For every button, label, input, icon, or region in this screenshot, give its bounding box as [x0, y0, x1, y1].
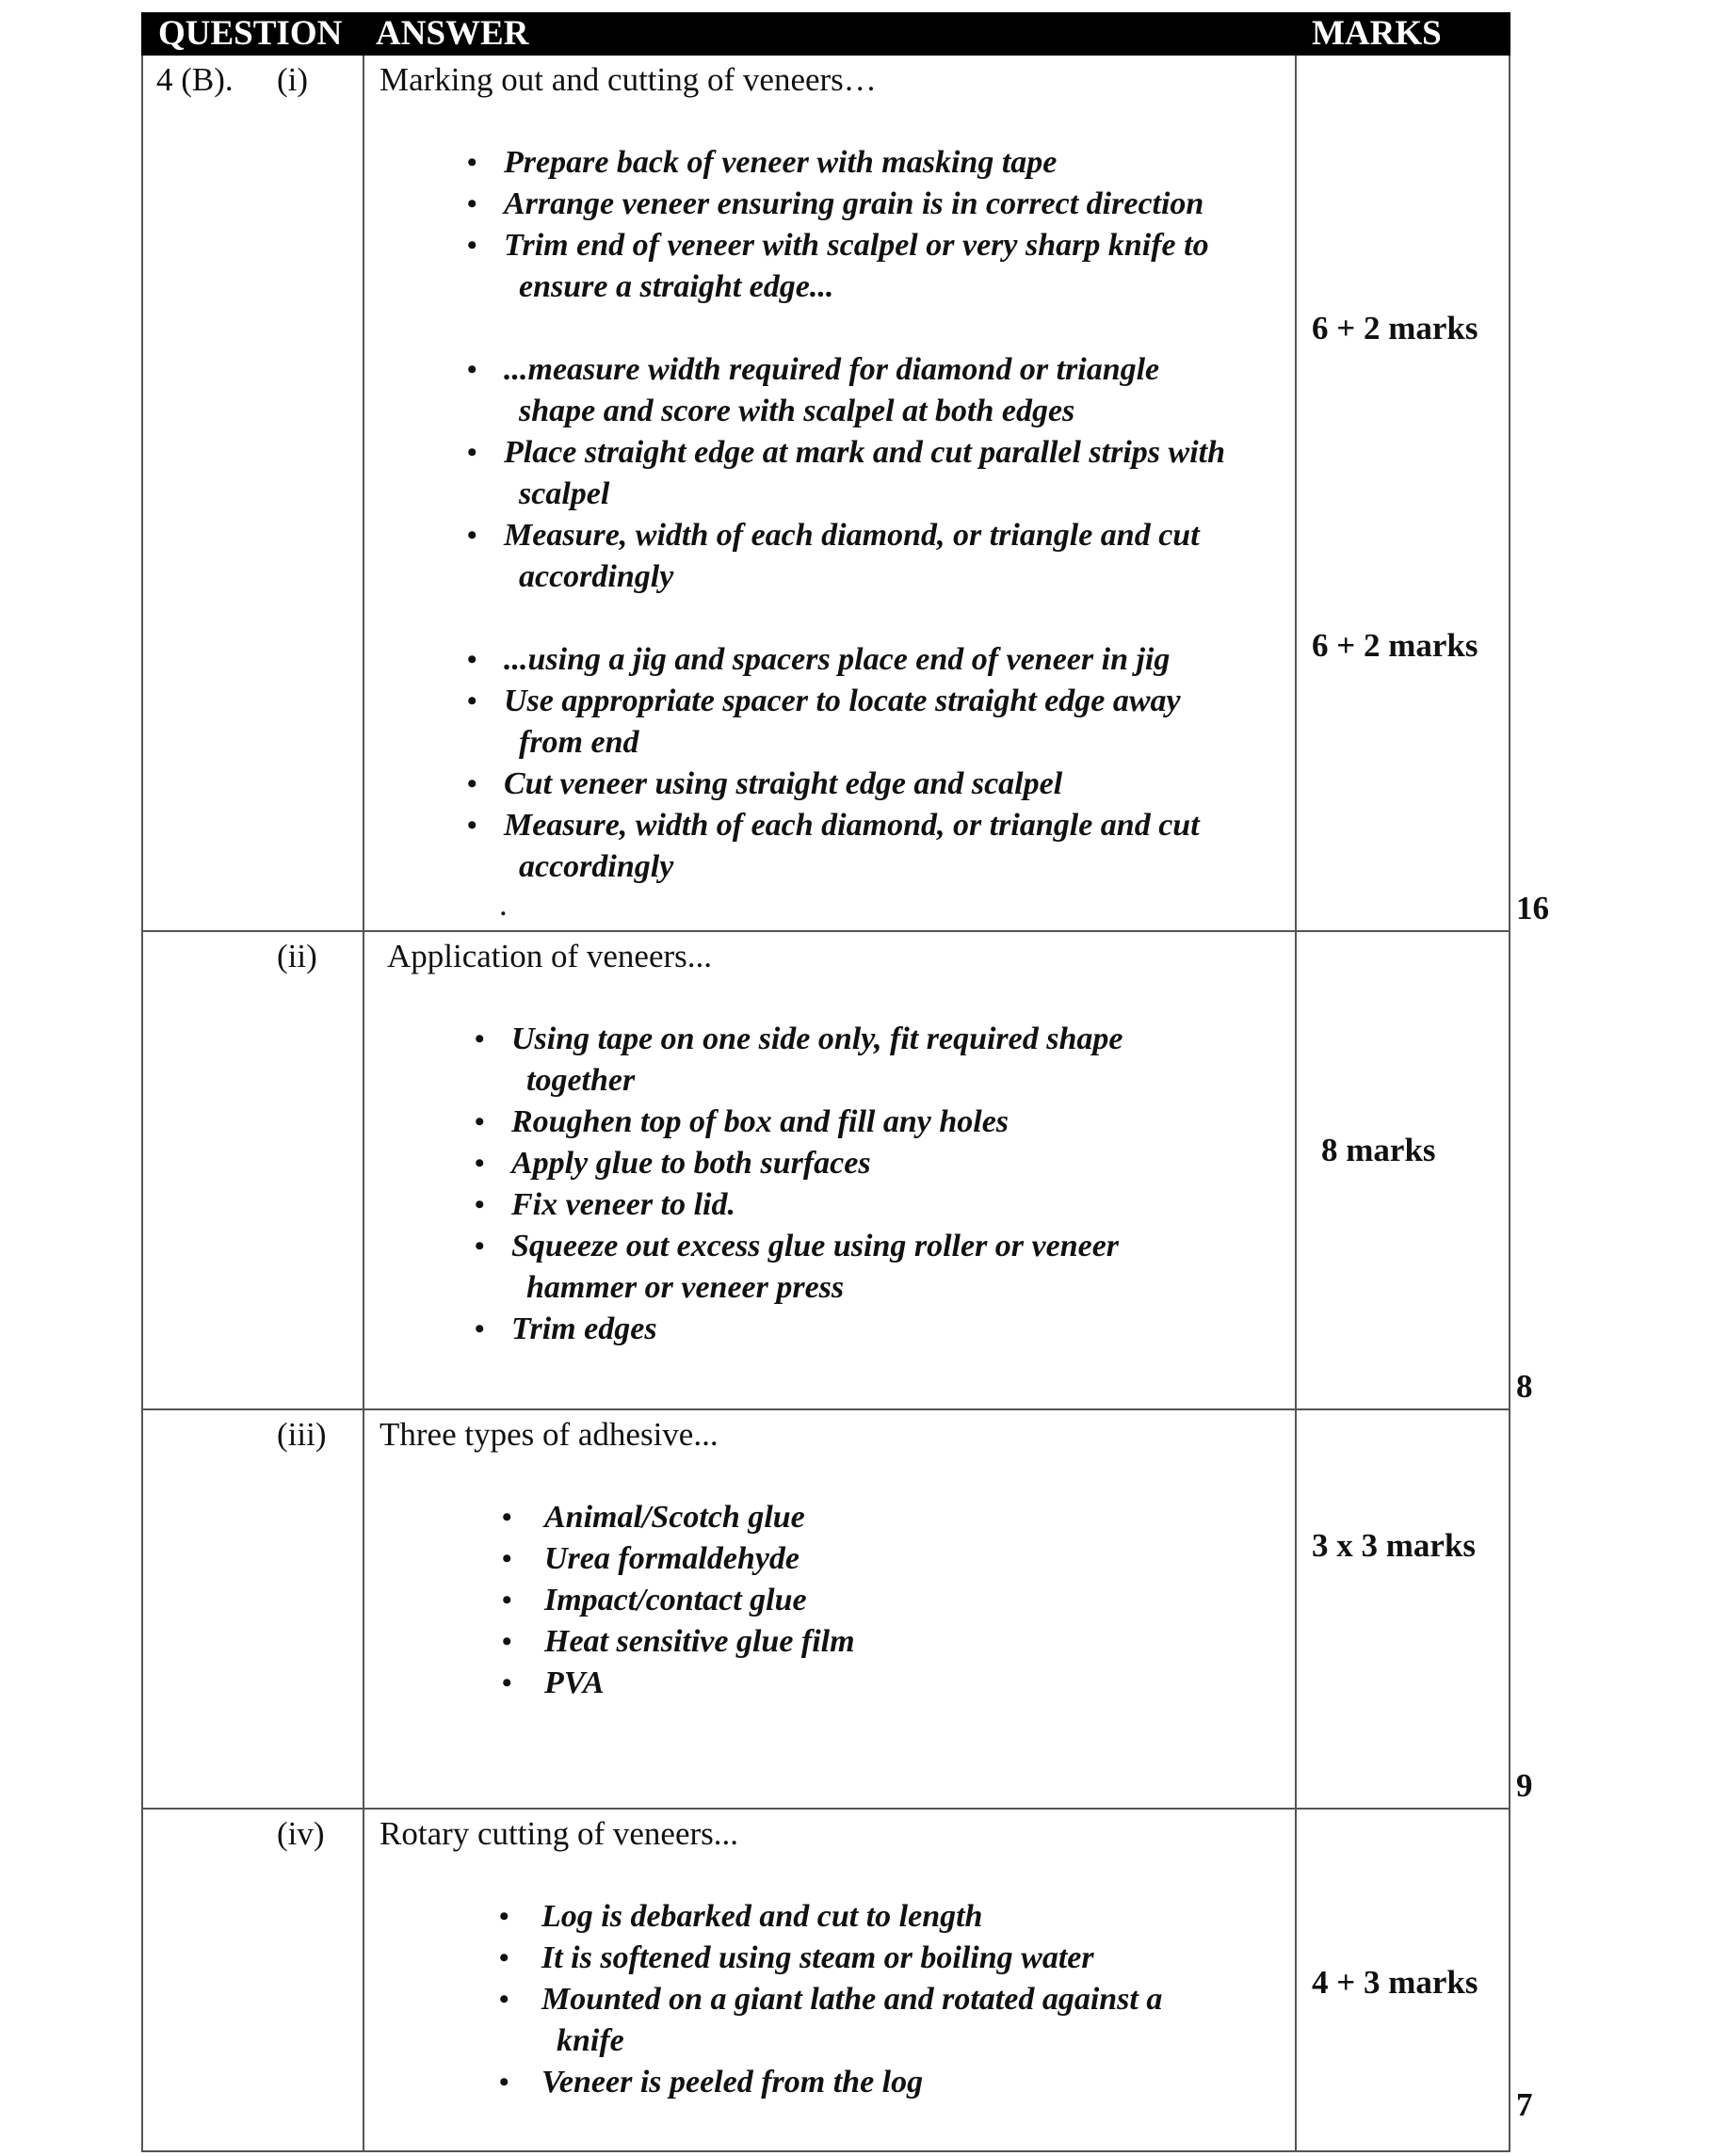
bullet-icon: •	[502, 1543, 512, 1574]
answer-point	[380, 681, 1295, 764]
answer-point-text: Impact/contact glue	[544, 1583, 807, 1617]
answer-point	[380, 1938, 1295, 1979]
table-header-row	[142, 13, 1510, 55]
answer-list-i-group-3	[380, 639, 1295, 888]
question-cell-ii	[142, 931, 363, 1409]
answer-point-text: Mounted on a giant lathe and rotated against a	[541, 1982, 1163, 2017]
answer-point-text: ...measure width required for diamond or triangle	[504, 352, 1160, 387]
answer-point-text: Roughen top of box and fill any holes	[511, 1104, 1009, 1139]
answer-point-text: Cut veneer using straight edge and scalpel	[504, 766, 1063, 801]
answer-list-iv	[380, 1896, 1295, 2103]
bullet-icon: •	[475, 1189, 485, 1220]
bullet-icon: •	[467, 230, 477, 261]
bullet-icon: •	[467, 810, 477, 841]
answer-point-text: Trim edges	[511, 1311, 657, 1346]
bullet-icon: •	[475, 1231, 485, 1262]
answer-point-continuation: hammer or veneer press	[526, 1270, 845, 1305]
answer-point-text: Prepare back of veneer with masking tape	[504, 145, 1058, 180]
answer-point	[380, 142, 1295, 184]
question-part-i: (i)	[277, 61, 309, 98]
bullet-icon: •	[467, 188, 477, 219]
marks-cell-i	[1296, 55, 1510, 931]
bullet-icon: •	[502, 1585, 512, 1616]
answer-heading-iv: Rotary cutting of veneers...	[380, 1815, 739, 1852]
table-row-part-i	[142, 55, 1510, 931]
answer-point	[387, 1102, 1295, 1143]
answer-cell-iii	[363, 1409, 1296, 1809]
answer-cell-i	[363, 55, 1296, 931]
answer-heading-i: Marking out and cutting of veneers…	[380, 61, 877, 98]
marks-i-second: 6 + 2 marks	[1312, 627, 1478, 664]
marks-cell-ii	[1296, 931, 1510, 1409]
answer-point-text: Fix veneer to lid.	[511, 1187, 735, 1222]
answer-list-i-group-2	[380, 349, 1295, 598]
bullet-icon: •	[475, 1023, 485, 1054]
answer-point-text: Use appropriate spacer to locate straight edge away	[504, 684, 1181, 718]
answer-point	[380, 1663, 1295, 1704]
answer-point	[380, 639, 1295, 681]
answer-point-text: ...using a jig and spacers place end of veneer in jig	[504, 642, 1171, 677]
question-cell-iv	[142, 1809, 363, 2151]
question-cell-iii	[142, 1409, 363, 1809]
answer-point-text: Veneer is peeled from the log	[541, 2065, 924, 2100]
answer-point-continuation: ensure a straight edge...	[519, 269, 834, 304]
answer-cell-iv	[363, 1809, 1296, 2151]
answer-point	[380, 1896, 1295, 1938]
total-marks-ii: 8	[1516, 1368, 1533, 1405]
total-marks-iv: 7	[1516, 2086, 1533, 2123]
answer-point-text: Using tape on one side only, fit required shape	[511, 1022, 1123, 1056]
bullet-icon: •	[499, 1942, 509, 1973]
marks-i-first: 6 + 2 marks	[1312, 310, 1478, 346]
answer-point	[380, 1580, 1295, 1621]
bullet-icon: •	[502, 1626, 512, 1657]
answer-point-continuation: together	[526, 1063, 636, 1098]
marks-iii: 3 x 3 marks	[1312, 1527, 1477, 1564]
answer-point	[387, 1226, 1295, 1309]
answer-point	[380, 349, 1295, 432]
answer-point-text: It is softened using steam or boiling water	[541, 1940, 1094, 1975]
answer-point-continuation: accordingly	[519, 849, 674, 884]
bullet-icon: •	[475, 1106, 485, 1137]
answer-point	[380, 225, 1295, 308]
answer-point-text: Trim end of veneer with scalpel or very sharp knife to	[504, 228, 1209, 263]
answer-point-continuation: accordingly	[519, 559, 674, 594]
answer-point-text: Measure, width of each diamond, or triangle and cut	[504, 518, 1200, 553]
answer-point	[387, 1019, 1295, 1102]
marks-ii: 8 marks	[1321, 1132, 1436, 1168]
bullet-icon: •	[467, 644, 477, 675]
bullet-icon: •	[475, 1148, 485, 1179]
table-row-part-iii	[142, 1409, 1510, 1809]
bullet-icon: •	[499, 2067, 509, 2098]
answer-point	[380, 184, 1295, 225]
answer-point	[387, 1184, 1295, 1226]
marks-cell-iv	[1296, 1809, 1510, 2151]
question-number: 4 (B).	[156, 61, 234, 98]
answer-point	[380, 432, 1295, 515]
answer-point-text: Measure, width of each diamond, or triangle and cut	[504, 808, 1200, 843]
bullet-icon: •	[467, 685, 477, 716]
bullet-icon: •	[467, 768, 477, 799]
total-marks-i: 16	[1516, 890, 1549, 926]
answer-point-text: Apply glue to both surfaces	[511, 1146, 871, 1181]
answer-point-text: Heat sensitive glue film	[544, 1624, 855, 1659]
answer-cell-ii	[363, 931, 1296, 1409]
answer-point-continuation: scalpel	[519, 476, 610, 511]
answer-point-continuation: shape and score with scalpel at both edges	[519, 394, 1075, 428]
answer-point	[380, 515, 1295, 598]
bullet-icon: •	[502, 1667, 512, 1698]
answer-point	[380, 764, 1295, 805]
bullet-icon: •	[467, 354, 477, 385]
answer-point	[380, 1621, 1295, 1663]
table-row-part-iv	[142, 1809, 1510, 2151]
marking-scheme-sheet	[141, 12, 1549, 2148]
bullet-icon: •	[475, 1313, 485, 1344]
bullet-icon: •	[499, 1984, 509, 2015]
answer-point-text: Arrange veneer ensuring grain is in correct direction	[504, 186, 1204, 221]
marking-scheme-table	[141, 12, 1510, 2152]
answer-point	[387, 1143, 1295, 1184]
bullet-icon: •	[467, 147, 477, 178]
answer-point-text: Squeeze out excess glue using roller or veneer	[511, 1229, 1120, 1263]
bullet-icon: •	[499, 1901, 509, 1932]
header-question: QUESTION	[142, 13, 363, 55]
answer-point	[380, 1979, 1295, 2062]
answer-point	[380, 1497, 1295, 1538]
answer-point-text: PVA	[544, 1665, 605, 1700]
answer-point-text: Animal/Scotch glue	[544, 1500, 805, 1535]
bullet-icon: •	[467, 437, 477, 468]
table-row-part-ii	[142, 931, 1510, 1409]
answer-list-ii	[387, 1019, 1295, 1350]
header-answer: ANSWER	[363, 13, 1296, 55]
answer-point	[380, 805, 1295, 888]
answer-heading-iii: Three types of adhesive...	[380, 1416, 719, 1453]
answer-point-text: Log is debarked and cut to length	[541, 1899, 983, 1934]
total-marks-iii: 9	[1516, 1767, 1533, 1804]
marks-iv: 4 + 3 marks	[1312, 1964, 1478, 2001]
marks-cell-iii	[1296, 1409, 1510, 1809]
trailing-dot: .	[499, 886, 508, 923]
question-part-ii: (ii)	[277, 938, 317, 974]
answer-point-continuation: from end	[519, 725, 639, 760]
answer-point	[380, 1538, 1295, 1580]
answer-point-continuation: knife	[557, 2023, 624, 2058]
answer-point	[387, 1309, 1295, 1350]
answer-point	[380, 2062, 1295, 2103]
header-marks: MARKS	[1296, 13, 1510, 55]
bullet-icon: •	[502, 1502, 512, 1533]
question-cell-i	[142, 55, 363, 931]
question-part-iv: (iv)	[277, 1815, 325, 1852]
answer-list-i-group-1	[380, 142, 1295, 308]
answer-heading-ii: Application of veneers...	[387, 938, 713, 974]
question-part-iii: (iii)	[277, 1416, 327, 1453]
bullet-icon: •	[467, 520, 477, 551]
answer-list-iii	[380, 1497, 1295, 1704]
answer-point-text: Place straight edge at mark and cut parallel strips with	[504, 435, 1225, 470]
answer-point-text: Urea formaldehyde	[544, 1541, 800, 1576]
